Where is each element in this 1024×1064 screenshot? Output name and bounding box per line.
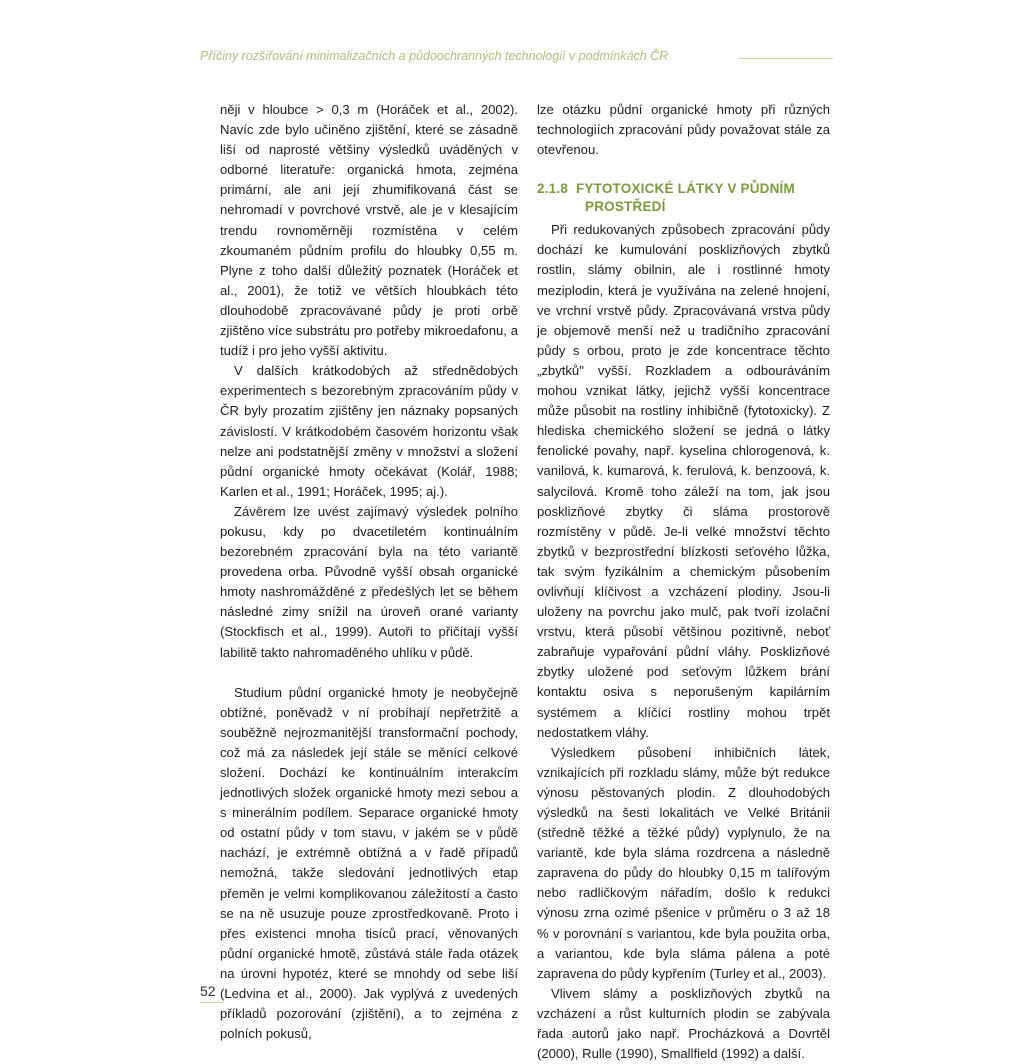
left-column: [220, 100, 518, 1044]
page-number-rule: [200, 1002, 224, 1003]
paragraph: Výsledkem působení inhibičních látek, vznikajících při rozkladu slámy, může být redukce výnosu pěstovaných plodin. Z dlouhodobých výsledků na šesti lokalitách ve Velké Británii (středně těžké a těžké půdy) vyplynulo, že na variantě, kde byla sláma rozdrcena a následně zapravena do půdy do hloubky 0,15 m talířovým nebo radličkovým nářadím, došlo k redukci výnosu zrna ozimé pšenice v průměru o 3 až 18 % v porovnání s variantou, kde byla použita orba, a variantou, kde byla sláma pálena a poté zapravena do půdy kypřením (Turley et al., 2003).: [537, 744, 830, 981]
header-rule: [738, 58, 833, 59]
paragraph: Při redukovaných způsobech zpracování půdy dochází ke kumulování posklizňových zbytků rostlin, slámy obilnin, ale i rostlinné hmoty meziplodin, která je využívána na zelené hnojení, ve vrchní vrstvě půdy. Zpracovávaná vrstva půdy je objemově menší než u tradičního zpracování půdy s orbou, proto je zde koncentrace těchto „zbytků" vyšší. Rozkladem a odbouráváním mohou vznikat látky, jejichž vyšší koncentrace může působit na rostliny inhibičně (fytotoxicky). Z hlediska chemického složení se jedná o látky fenolické povahy, např. kyselina chlorogenová, k. vanilová, k. kumarová, k. ferulová, k. benzoová, k. salycilová. Kromě toho záleží na tom, jak jsou posklizňové zbytky či sláma prostorově rozmístěny v půdě. Je-li velké množství těchto zbytků v bezprostřední blízkosti seťového lůžka, tak svým fyzikálním a chemickým působením ovlivňují klíčivost a vzcházení plodiny. Jsou-li uloženy na povrchu jako mulč, pak tvoří izolační vrstvu, která působí většinou pozitivně, neboť zabraňuje vypařování půdní vláhy. Posklizňové zbytky uložené pod seťovým lůžkem brání kontaktu osiva s neporušeným kapilárním systémem a klíčící rostliny mohou trpět nedostatkem vláhy.: [537, 222, 830, 740]
page-number: 52: [200, 983, 216, 999]
section-title-line2: PROSTŘEDÍ: [585, 199, 666, 215]
section-title-line1: FYTOTOXICKÉ LÁTKY V PŮDNÍM: [575, 181, 795, 197]
paragraph: Vlivem slámy a posklizňových zbytků na vzcházení a růst kulturních plodin se zabývala řada autorů jako např. Procházková a Dovrtěl (2000), Rulle (1990), Smallfield (1992) a další.: [537, 985, 830, 1062]
paragraph: lze otázku půdní organické hmoty při různých technologiích zpracování půdy považovat stále za otevřenou.: [537, 102, 830, 158]
paragraph: Závěrem lze uvést zajímavý výsledek polního pokusu, kdy po dvacetiletém kontinuálním bezorebném zpracování byla na této variantě provedena orba. Původně vyšší obsah organické hmoty nashromážděné z předešlých let se během následné zimy snížil na úroveň orané varianty (Stockfisch et al., 1999). Autoři to přičítají vyšší labilitě takto nahromaděného uhlíku v půdě.: [220, 503, 518, 660]
paragraph: Studium půdní organické hmoty je neobyčejně obtížné, poněvadž v ní probíhají nepřetržitě a souběžně nejrozmanitější transformační pochody, což má za následek její stále se měnící celkové složení. Dochází ke kontinuálním interakcím jednotlivých složek organické hmoty mezi sebou a s minerálním podílem. Separace organické hmoty od ostatní půdy v tom stavu, v jakém se v půdě nachází, je extrémně obtížná a v řadě případů nemožná, takže sledování jednotlivých etap přeměn je velmi komplikovanou záležitostí a často se na ně usuzuje pouze zprostředkovaně. Proto i přes existenci mnoha tisíců prací, věnovaných půdní organické hmotě, zůstává stále řada otázek na úrovni hypotéz, které se mnohdy od sebe liší (Ledvina et al., 2000). Jak vyplývá z uvedených příkladů pozorování (zjištění), a to zejména z polních pokusů,: [220, 684, 518, 1042]
section-number: 2.1.8: [537, 181, 569, 197]
right-column: [537, 100, 830, 1064]
paragraph: V dalších krátkodobých až střednědobých experimentech s bezorebným zpracováním půdy v ČR byly prozatím zjištěny jen náznaky popsaných závislostí. V krátkodobém časovém horizontu však nelze ani podstatnější změny v množství a složení půdní organické hmoty očekávat (Kolář, 1988; Karlen et al., 1991; Horáček, 1995; aj.).: [220, 363, 518, 499]
paragraph: něji v hloubce > 0,3 m (Horáček et al., 2002). Navíc zde bylo učiněno zjištění, které se zásadně liší od naprosté většiny výsledků uváděných v odborné literatuře: organická hmota, zejména primární, ale ani její zhumifikovaná část se nehromadí v povrchové vrstvě, ale je v klesajícím trendu rovnoměrněji rozmístěna v celém zkoumaném půdním profilu do hloubky 0,55 m. Plyne z toho další důležitý poznatek (Horáček et al., 2001), že totiž ve větších hloubkách této dlouhodobě zpracovávané půdy je proti orbě zjištěno více substrátu pro potřeby mikroedafonu, a tudíž i pro jeho vyšší aktivitu.: [220, 102, 518, 359]
section-heading: [537, 180, 830, 216]
running-header: Příčiny rozšiřování minimalizačních a půdoochranných technologií v podmínkách ČR: [200, 49, 669, 63]
